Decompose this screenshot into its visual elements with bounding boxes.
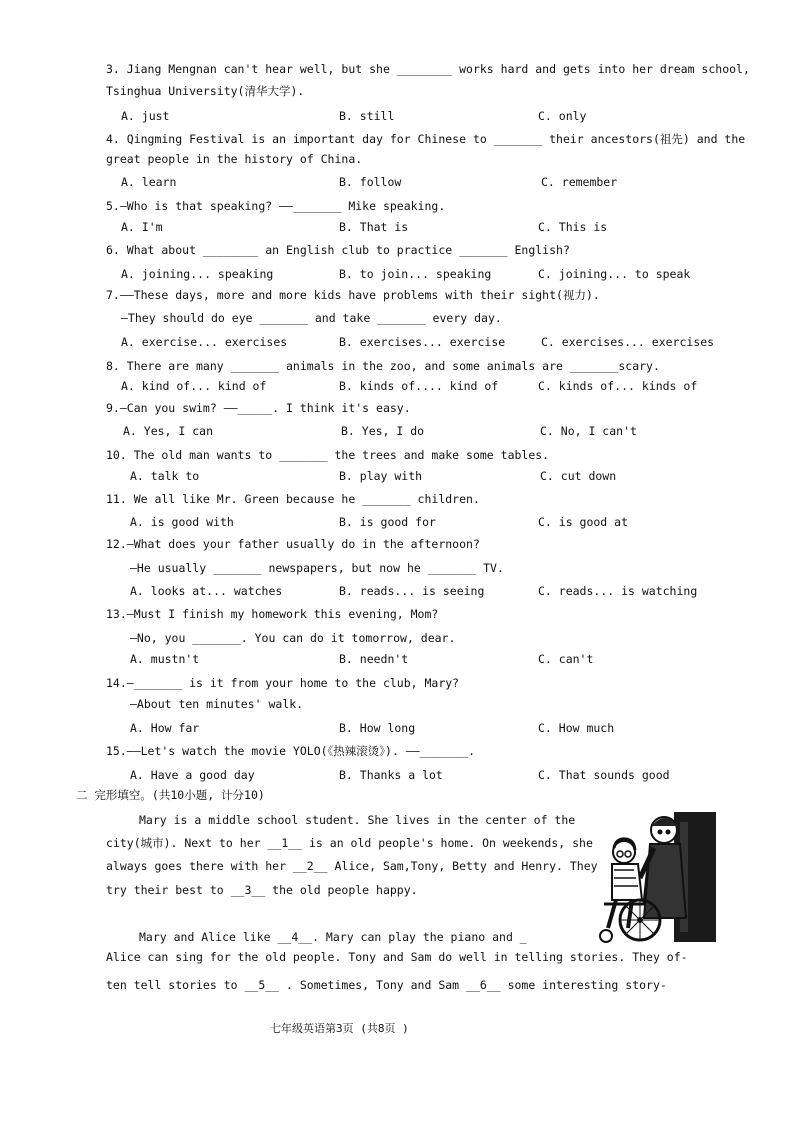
passage-line-7: ten tell stories to __5__ . Sometimes, Tony and Sam __6__ some interesting story- bbox=[106, 978, 667, 992]
q4-option-b: B. follow bbox=[339, 175, 402, 189]
q5-option-a: A. I'm bbox=[121, 220, 163, 234]
q12-line-1: 12.—What does your father usually do in the afternoon? bbox=[106, 537, 480, 551]
passage-line-2: city(城市). Next to her __1__ is an old people's home. On weekends, she bbox=[106, 836, 593, 850]
q14-option-a: A. How far bbox=[130, 721, 200, 735]
passage-line-3: always goes there with her __2__ Alice, Sam,Tony, Betty and Henry. They bbox=[106, 859, 598, 873]
q12-line-2: —He usually _______ newspapers, but now he _______ TV. bbox=[130, 561, 504, 575]
q11-option-a: A. is good with bbox=[130, 515, 234, 529]
q3-option-c: C. only bbox=[538, 109, 587, 123]
passage-line-5: Mary and Alice like __4__. Mary can play the piano and _ bbox=[139, 930, 527, 944]
q3-line-1: 3. Jiang Mengnan can't hear well, but she ________ works hard and gets into her dream school, bbox=[106, 62, 750, 76]
q13-option-a: A. mustn't bbox=[130, 652, 200, 666]
q13-option-b: B. needn't bbox=[339, 652, 409, 666]
q9-option-b: B. Yes, I do bbox=[341, 424, 425, 438]
q7-option-b: B. exercises... exercise bbox=[339, 335, 506, 349]
q5-line-1: 5.—Who is that speaking? ——_______ Mike speaking. bbox=[106, 199, 446, 213]
q7-line-2: —They should do eye _______ and take _______ every day. bbox=[121, 311, 502, 325]
q4-option-c: C. remember bbox=[541, 175, 618, 189]
q9-line-1: 9.—Can you swim? ——_____. I think it's easy. bbox=[106, 401, 411, 415]
q11-option-b: B. is good for bbox=[339, 515, 436, 529]
q15-option-b: B. Thanks a lot bbox=[339, 768, 443, 782]
q14-line-1: 14.—_______ is it from your home to the club, Mary? bbox=[106, 676, 460, 690]
q10-line-1: 10. The old man wants to _______ the trees and make some tables. bbox=[106, 448, 550, 462]
q9-option-a: A. Yes, I can bbox=[123, 424, 214, 438]
q9-option-c: C. No, I can't bbox=[540, 424, 637, 438]
q6-option-c: C. joining... to speak bbox=[538, 267, 691, 281]
q15-option-a: A. Have a good day bbox=[130, 768, 255, 782]
q14-line-2: —About ten minutes' walk. bbox=[130, 697, 304, 711]
q10-option-a: A. talk to bbox=[130, 469, 200, 483]
q6-option-b: B. to join... speaking bbox=[339, 267, 492, 281]
q6-line-1: 6. What about ________ an English club to practice _______ English? bbox=[106, 243, 570, 257]
q12-option-a: A. looks at... watches bbox=[130, 584, 283, 598]
q15-option-c: C. That sounds good bbox=[538, 768, 670, 782]
q4-line-2: great people in the history of China. bbox=[106, 152, 363, 166]
q10-option-c: C. cut down bbox=[540, 469, 617, 483]
q13-option-c: C. can't bbox=[538, 652, 594, 666]
q6-option-a: A. joining... speaking bbox=[121, 267, 274, 281]
q3-option-a: A. just bbox=[121, 109, 170, 123]
q15-line-1: 15.——Let's watch the movie YOLO(《热辣滚烫》). ——_______. bbox=[106, 744, 476, 758]
passage-line-6: Alice can sing for the old people. Tony and Sam do well in telling stories. They of- bbox=[106, 950, 688, 964]
q5-option-c: C. This is bbox=[538, 220, 608, 234]
q4-line-1: 4. Qingming Festival is an important day for Chinese to _______ their ancestors(祖先) and the bbox=[106, 132, 746, 146]
q8-option-c: C. kinds of... kinds of bbox=[538, 379, 698, 393]
q13-line-2: —No, you _______. You can do it tomorrow, dear. bbox=[130, 631, 456, 645]
q14-option-c: C. How much bbox=[538, 721, 615, 735]
passage-line-1: Mary is a middle school student. She lives in the center of the bbox=[139, 813, 576, 827]
q11-option-c: C. is good at bbox=[538, 515, 629, 529]
q8-option-a: A. kind of... kind of bbox=[121, 379, 267, 393]
q14-option-b: B. How long bbox=[339, 721, 416, 735]
q8-line-1: 8. There are many _______ animals in the zoo, and some animals are _______scary. bbox=[106, 359, 660, 373]
q13-line-1: 13.—Must I finish my homework this evening, Mom? bbox=[106, 607, 439, 621]
wheelchair-illustration bbox=[594, 808, 718, 946]
section2-heading: 二 完形填空。(共10小题, 计分10) bbox=[76, 788, 265, 802]
q5-option-b: B. That is bbox=[339, 220, 409, 234]
passage-line-4: try their best to __3__ the old people happy. bbox=[106, 883, 418, 897]
q12-option-c: C. reads... is watching bbox=[538, 584, 698, 598]
q12-option-b: B. reads... is seeing bbox=[339, 584, 485, 598]
q11-line-1: 11. We all like Mr. Green because he _______ children. bbox=[106, 492, 480, 506]
q4-option-a: A. learn bbox=[121, 175, 177, 189]
q7-line-1: 7.——These days, more and more kids have problems with their sight(视力). bbox=[106, 288, 600, 302]
q10-option-b: B. play with bbox=[339, 469, 423, 483]
q8-option-b: B. kinds of.... kind of bbox=[339, 379, 499, 393]
page-footer: 七年级英语第3页 (共8页 ) bbox=[270, 1022, 409, 1035]
q3-line-2: Tsinghua University(清华大学). bbox=[106, 84, 305, 98]
q7-option-c: C. exercises... exercises bbox=[541, 335, 715, 349]
q7-option-a: A. exercise... exercises bbox=[121, 335, 288, 349]
q3-option-b: B. still bbox=[339, 109, 395, 123]
